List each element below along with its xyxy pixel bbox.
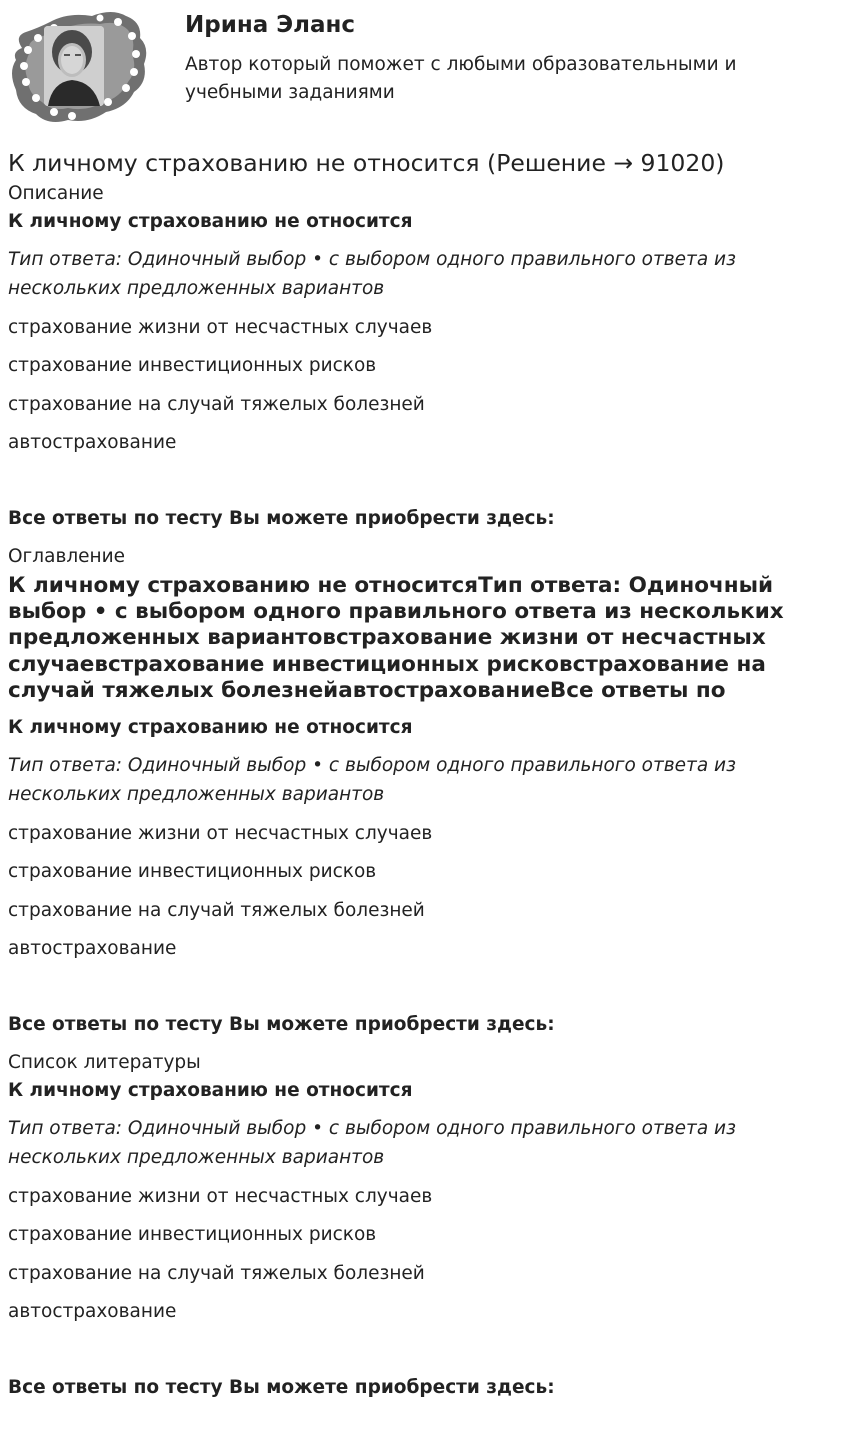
purchase-note: Все ответы по тесту Вы можете приобрести здесь:: [8, 1377, 555, 1399]
purchase-note: Все ответы по тесту Вы можете приобрести здесь:: [8, 1014, 555, 1036]
question-title: К личному страхованию не относится: [8, 211, 413, 232]
description-section: [8, 180, 839, 533]
purchase-note: Все ответы по тесту Вы можете приобрести здесь:: [8, 508, 555, 529]
question-title: К личному страхованию не относится: [8, 1080, 413, 1102]
toc-heading: К личному страхованию не относитсяТип ответа: Одиночный выбор • с выбором одного правильного ответа из нескольких предложенных вариантовстрахование жизни от несчастных случаевстрахование инвестиционных рисковстрахование на случай тяжелых болезнейавтострахованиеВсе ответы по: [8, 573, 784, 703]
answer-option: автострахование: [8, 1301, 177, 1323]
author-name: Ирина Эланс: [185, 12, 356, 38]
answer-option: страхование жизни от несчастных случаев: [8, 316, 433, 338]
bibliography-section: [8, 1049, 839, 1402]
answer-option: страхование инвестиционных рисков: [8, 355, 377, 376]
question-title: К личному страхованию не относится: [8, 717, 413, 739]
answer-option: страхование жизни от несчастных случаев: [8, 822, 433, 844]
main-content: [8, 146, 839, 1402]
answer-option: страхование инвестиционных рисков: [8, 861, 377, 883]
author-header: [8, 8, 839, 128]
section-label-toc: Оглавление: [8, 546, 126, 567]
answer-option: страхование инвестиционных рисков: [8, 1224, 377, 1246]
answer-option: страхование на случай тяжелых болезней: [8, 899, 425, 921]
section-label-bibliography: Список литературы: [8, 1052, 201, 1074]
answer-option: страхование жизни от несчастных случаев: [8, 1185, 433, 1207]
section-label-description: Описание: [8, 183, 104, 204]
page-title: К личному страхованию не относится (Решение → 91020): [8, 149, 725, 177]
answer-option: автострахование: [8, 432, 177, 453]
author-description: Автор который поможет с любыми образовательными и учебными заданиями: [185, 54, 737, 103]
answer-option: страхование на случай тяжелых болезней: [8, 1262, 425, 1284]
answer-type: Тип ответа: Одиночный выбор • с выбором одного правильного ответа из нескольких предложенных вариантов: [8, 1118, 736, 1168]
answer-option: страхование на случай тяжелых болезней: [8, 393, 425, 415]
author-photo-icon: [8, 8, 150, 126]
avatar: [8, 8, 150, 126]
answer-option: автострахование: [8, 938, 177, 960]
answer-type: Тип ответа: Одиночный выбор • с выбором одного правильного ответа из нескольких предложенных вариантов: [8, 755, 736, 805]
answer-type: Тип ответа: Одиночный выбор • с выбором одного правильного ответа из нескольких предложенных вариантов: [8, 249, 736, 299]
toc-section: [8, 543, 839, 1039]
